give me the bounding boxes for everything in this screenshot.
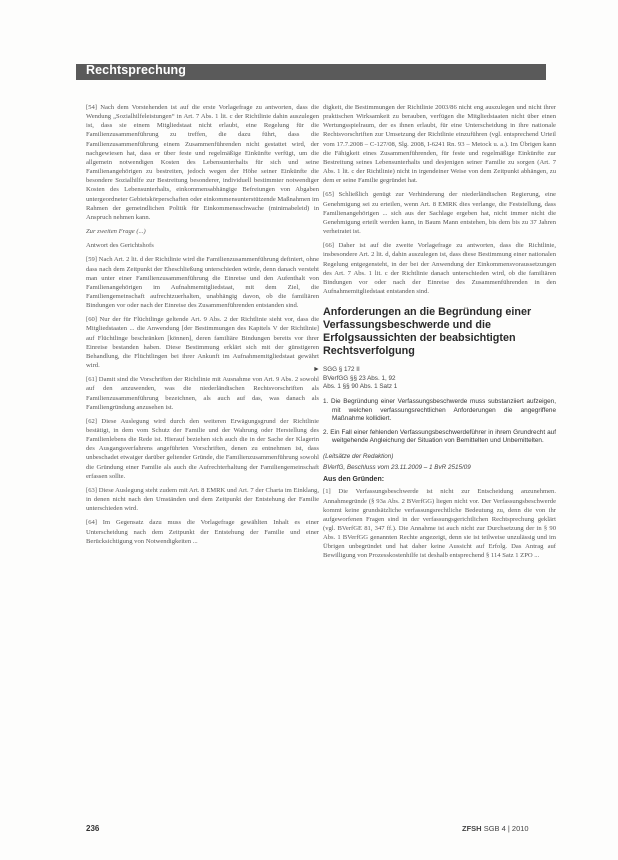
paragraph: [62] Diese Auslegung wird durch den weiteren Erwägungsgrund der Richtlinie bestätigt, in dem vom Schutz der Familie und der Wahrung oder Herstellung des Familienlebens die Rede ist. Hierauf beziehen sich auch die in der Sache der Klagerin des Ausgangsverfahrens angeführten Vorschriften, denen zu entnehmen ist, dass unbeschadet etwaiger darüber geltender Gründe, die Familienzusammenführung sowohl die Gründung einer Familie als auch die Aufrechterhaltung der Familiengemeinschaft erfassen sollte. [86,417,319,480]
paragraph: digkeit, die Bestimmungen der Richtlinie 2003/86 nicht eng auszulegen und nicht ihrer praktischen Wirksamkeit zu berauben, verfügen die Mitgliedstaaten nicht über einen Wertungsspielraum, der es ihnen erlaubt, für eine Unterscheidung in ihre nationale Rechtsvorschriften zur Umsetzung der Richtlinie einzuführen (vgl. entsprechend Urteil vom 17.7.2008 – C-127/08, Slg. 2008, I-6241 Rn. 93 – Metock u. a.). Im Übrigen kann die Fähigkeit eines Zusammenführenden, für feste und regelmäßige Einkünfte zur Bestreitung seines Lebensunterhalts und desjenigen seiner Familie zu sorgen (Art. 7 Abs. 1 lit. c der Richtlinie) nicht in irgendeiner Weise von dem Zeitpunkt abhängen, zu dem er seine Familie gegründet hat. [323,104,556,185]
grounds-text: [1] Die Verfassungsbeschwerde ist nicht zur Entscheidung anzunehmen. Annahmegründe (§ 93a Abs. 2 BVerfGG) liegen nicht vor. Der Verfassungsbeschwerde kommt keine grundsätzliche verfassungsrechtliche Bedeutung zu, denn die von ihr aufgeworfenen Fragen sind in der verfassungsgerichtlichen Rechtsprechung geklärt (vgl. BVerfGE 81, 347 ff.). Die Annahme ist auch nicht zur Durchsetzung der in § 90 Abs. 1 BVerfGG genannten Rechte angezeigt, denn sie ist teilweise unzulässig und im Übrigen unbegründet und hat daher keine Aussicht auf Erfolg. Das Antrag auf Bewilligung von Prozesskostenhilfe ist deshalb entsprechend § 114 Satz 1 ZPO ... [323,488,556,560]
leitsatz: 1. Die Begründung einer Verfassungsbeschwerde muss substanziiert aufzeigen, mit welchen verfassungsrechtlichen Anforderungen die angegriffene Maßnahme kollidiert. [323,397,556,423]
paragraph: Zur zweiten Frage (...) [86,228,146,236]
leitsaetze-list [323,398,556,446]
article-headline: Anforderungen an die Begründung einer Verfassungsbeschwerde und die Erfolgsaussichten der beabsichtigten Rechtsverfolgung [323,306,532,358]
grounds-heading: Aus den Gründen: [323,476,385,484]
citation: Abs. 1 §§ 90 Abs. 1 Satz 1 [323,383,398,391]
right-column [313,103,556,566]
paragraph: Antwort des Gerichtshofs [86,242,154,250]
paragraph: [66] Daher ist auf die zweite Vorlagefrage zu antworten, dass die Richtlinie, insbesondere Art. 2 lit. d, dahin auszulegen ist, dass diese Bestimmung einer nationalen Regelung entgegensteht, in der bei der Anwendung der Einkommensvoraussetzungen des Art. 7 Abs. 1 lit. c der Richtlinie danach unterschieden wird, ob die familiären Bindungen vor oder nach der Einreise des Zusammenführenden in den Aufnahmemitgliedstaat entstanden sind. [323,242,556,295]
norm-citations [313,366,556,392]
decision-source: BVerfG, Beschluss vom 23.11.2009 – 1 BvR 2515/09 [323,464,471,472]
paragraph: [54] Nach dem Vorstehenden ist auf die erste Vorlagefrage zu antworten, dass die Wendung „Sozialhilfeleistungen“ in Art. 7 Abs. 1 lit. c der Richtlinie dahin auszulegen ist, dass sie einem Mitgliedstaat nicht erlaubt, eine Regelung für die Familienzusammenführung zu treffen, die dazu führt, dass die Familienzusammenführung einem Zusammenführenden nicht gestattet wird, der nachgewiesen hat, dass er über feste und regelmäßige Einkünfte verfügt, um die allgemein notwendigen Kosten des Lebensunterhalts für sich und seine Familienangehörigen zu bestreiten, jedoch wegen der Höhe seiner Einkünfte die besondere Sozialhilfe zur Bestreitung besonderer, individuell bestimmter notwendiger Kosten des Lebensunterhalts, einkommensabhängige Befreiungen von Abgaben untergeordneter Gebietskörperschaften oder einkommensunterstützende Maßnahmen im Rahmen der gemeindlichen Politik für Einkommensschwache (minimabeleid) in Anspruch nehmen kann. [86,104,319,221]
paragraph: [59] Nach Art. 2 lit. d der Richtlinie wird die Familienzusammenführung definiert, ohne dass nach dem Zeitpunkt der Eheschließung unterschieden würde, denn danach versteht man unter einer Familienzusammenführung die Einreise und den Aufenthalt von Familienangehörigen im Aufnahmemitgliedstaat, mit dem Ziel, die Familiengemeinschaft aufrechtzuerhalten, unabhängig davon, ob die familiären Bindungen vor oder nach der Einreise des Zusammenführenden entstanden sind. [86,256,319,310]
citation: SGG § 172 II [323,366,360,374]
page-number: 236 [86,824,100,833]
citation: BVerfGG §§ 23 Abs. 1, 92 [323,374,396,382]
leitsaetze-note: (Leitsätze der Redaktion) [323,452,394,460]
paragraph: [64] Im Gegensatz dazu muss die Vorlagefrage gewählten Inhalt es einer Unterscheidung nach dem Zeitpunkt der Entstehung der Familie und einer Berücksichtigung von Notwendigkeiten ... [86,519,319,545]
paragraph: [63] Diese Auslegung steht zudem mit Art. 8 EMRK und Art. 7 der Charta im Einklang, in denen nicht nach den Umständen und dem Zeitpunkt der Entstehung der Familie unterschieden wird. [86,486,319,513]
paragraph: [60] Nur der für Flüchtlinge geltende Art. 9 Abs. 2 der Richtlinie sieht vor, dass die Mitgliedstaaten ... die Anwendung [der Bestimmungen des Kapitels V der Richtlinie] auf Flüchtlinge beschränken [können], deren familiäre Bindungen bereits vor ihrer Einreise bestanden haben. Diese Bestimmung erklärt sich mit der günstigeren Behandlung, die Flüchtlingen bei ihrer Ankunft im Aufnahmemitgliedstaat gewährt wird. [86,316,319,370]
journal-footer [462,824,529,833]
paragraph: [61] Damit sind die Vorschriften der Richtlinie mit Ausnahme von Art. 9 Abs. 2 sowohl auf den anzuwenden, was die niederländischen Rechtsvorschriften als Familienzusammenführung bezeichnen, als auch auf das, was danach als Familiengründung anzusehen ist. [86,376,319,411]
journal-issue: SGB 4 | 2010 [483,824,529,833]
section-title: Rechtsprechung [86,63,187,77]
leitsatz: 2. Ein Fall einer fehlenden Verfassungsbeschwerdeführer in ihrem Grundrecht auf weitgehende Angleichung der Situation von Bemittelten und Unbemittelten. [323,428,556,445]
arrow-right-icon: ► [313,366,320,374]
paragraph: [65] Schließlich genügt zur Verhinderung der niederländischen Regierung, eine Genehmigung sei zu erteilen, wenn Art. 8 EMRK dies verlange, die Feststellung, dass Familienangehörigen ... sich aus der Sachlage ergeben hat, nicht immer nicht die Genehmigung erteilt werden kann, in Baum Mann entstehen, bis dem bis zu 37 Jahren verheiratet ist. [323,191,556,236]
journal-name: ZFSH [462,824,482,833]
left-column [86,103,319,551]
